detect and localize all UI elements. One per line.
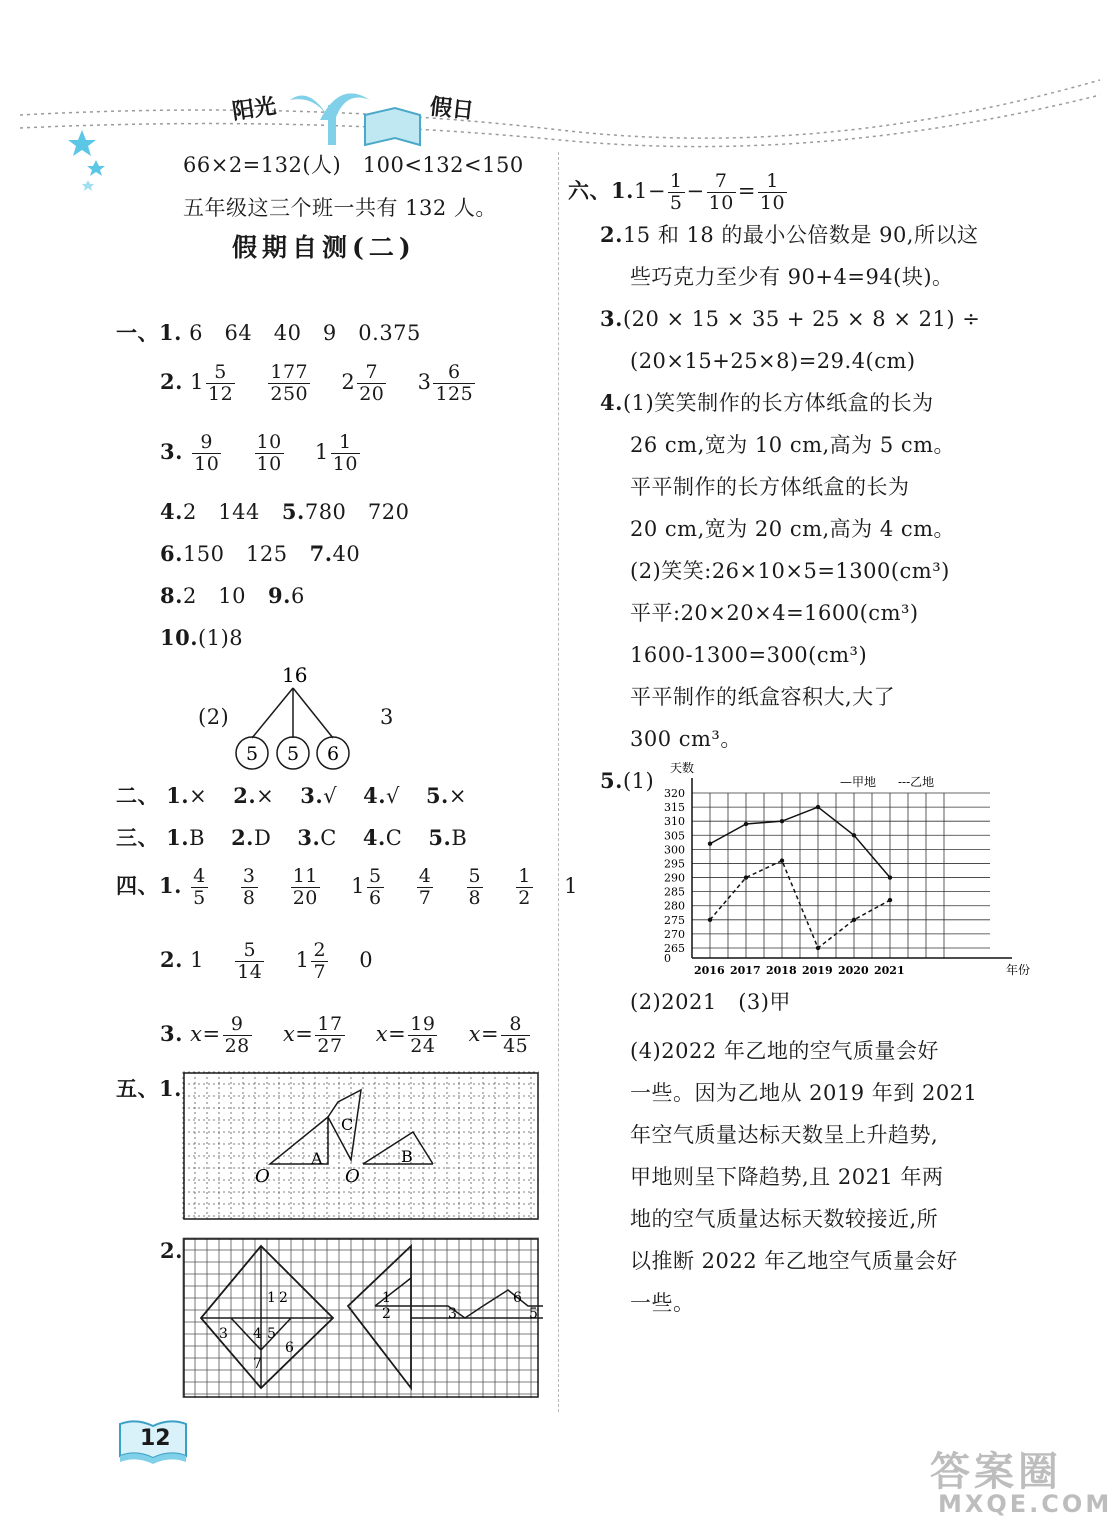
fraction: $\frac{1}{10}$: [759, 170, 786, 214]
answer-text: 平平制作的纸盒容积大,大了: [630, 685, 896, 709]
paragraph-line: (4)2022 年乙地的空气质量会好: [630, 1039, 939, 1063]
answer-text: 3: [380, 705, 394, 729]
answer-text: 300 cm³。: [630, 727, 742, 751]
column-divider: [558, 152, 559, 1412]
answer-text: C: [320, 826, 337, 850]
answer-line: [116, 318, 421, 348]
y-tick-label: 310: [664, 815, 685, 829]
answer-text: 2 10: [182, 584, 247, 608]
strip-outline: [411, 1290, 543, 1318]
fraction: $\frac{9}{28}$: [224, 1013, 250, 1057]
question-number: 1.: [166, 783, 190, 808]
grid-figure-2: [183, 1238, 543, 1402]
answer-text: (20×15+25×8)=29.4(cm): [630, 349, 916, 373]
mixed-int: 3: [417, 370, 432, 394]
section-label: 三、: [116, 825, 159, 850]
watermark-logo: 答案圈: [930, 1449, 1062, 1495]
mixed-int: 1: [190, 370, 204, 394]
triangle-outline: [348, 1246, 411, 1388]
y-tick-label: 280: [664, 899, 685, 913]
answer-text: 40: [332, 542, 361, 566]
answer-text: 0: [359, 948, 374, 972]
data-point: [708, 842, 712, 846]
mixed-int: 1: [295, 948, 310, 972]
y-tick-label: 270: [664, 927, 685, 941]
data-point: [744, 822, 748, 826]
answer-text: 6 64 40 9 0.375: [189, 321, 421, 345]
y-tick-label: 275: [664, 913, 685, 927]
answer-text: 些巧克力至少有 90+4=94(块)。: [630, 265, 954, 289]
answer-line: [160, 940, 373, 983]
data-point: [888, 898, 892, 902]
answer-text: 26 cm,宽为 10 cm,高为 5 cm。: [630, 433, 956, 457]
x-tick-label: 2018: [766, 964, 797, 977]
y-tick-label: 290: [664, 871, 685, 885]
header-decoration: [0, 60, 1111, 180]
question-number: 3.: [300, 783, 324, 808]
question-number: 2.: [600, 222, 623, 247]
question-number: 2.: [160, 1238, 183, 1263]
question-number: 4.: [363, 783, 387, 808]
piece-label: 6: [513, 1290, 522, 1306]
fraction: $\frac{17}{27}$: [317, 1013, 343, 1057]
fraction: $\frac{10}{10}$: [256, 431, 282, 475]
paragraph-line: 一些。: [630, 1291, 695, 1315]
answer-line: [160, 497, 410, 527]
answer-line: [600, 388, 934, 418]
fraction: $\frac{11}{20}$: [292, 865, 318, 909]
fraction: $\frac{7}{20}$: [359, 361, 385, 405]
piece-label: 5: [529, 1306, 538, 1322]
question-number: 1.: [166, 825, 190, 850]
data-point: [852, 918, 856, 922]
data-point: [816, 946, 820, 950]
fraction: $\frac{3}{8}$: [242, 865, 256, 909]
watermark-url: MXQE.COM: [938, 1490, 1112, 1518]
fraction: $\frac{5}{8}$: [468, 865, 482, 909]
point-label: O: [345, 1166, 360, 1187]
y-tick-label: 265: [664, 942, 685, 955]
answer-text: 15 和 18 的最小公倍数是 90,所以这: [622, 223, 979, 247]
header-logo-right: 假日: [428, 94, 475, 125]
variable: x=: [375, 1022, 407, 1046]
fraction: $\frac{2}{7}$: [313, 939, 327, 983]
piece-label: 3: [219, 1326, 228, 1342]
answer-line: [160, 362, 477, 405]
piece-label: 2: [279, 1290, 288, 1306]
question-number: 5.: [281, 499, 305, 524]
question-number: 2.: [160, 947, 183, 972]
data-point: [816, 805, 820, 809]
data-point: [780, 819, 784, 823]
paragraph-line: 地的空气质量达标天数较接近,所: [630, 1207, 939, 1231]
answer-text: √: [323, 784, 338, 808]
variable: x=: [190, 1022, 221, 1046]
answer-text: 平平制作的长方体纸盒的长为: [630, 475, 910, 499]
x-tick-label: 2021: [874, 964, 905, 977]
section-label: 六、: [568, 178, 611, 203]
answer-text: B: [451, 826, 468, 850]
answer-text: (2)2021 (3)甲: [630, 990, 791, 1014]
question-number: 1.: [159, 1076, 182, 1101]
question-number: 2.: [231, 825, 254, 850]
x-tick-label: 2017: [730, 964, 761, 977]
answer-line: [160, 432, 362, 475]
question-number: 4.: [600, 390, 623, 415]
fraction: $\frac{1}{5}$: [669, 170, 683, 214]
answer-text: (2)笑笑:26×10×5=1300(cm³): [630, 559, 950, 583]
answer-line: [116, 781, 467, 811]
answer-line: [116, 823, 467, 853]
question-number: 1.: [159, 873, 182, 898]
data-point: [852, 833, 856, 837]
y-tick-label: 320: [664, 787, 685, 800]
fraction: $\frac{1}{10}$: [332, 431, 358, 475]
answer-text: √: [386, 784, 400, 808]
answer-line: [116, 866, 578, 909]
paragraph-line: 年空气质量达标天数呈上升趋势,: [630, 1123, 939, 1147]
book-icon: [365, 108, 420, 145]
x-axis-label: 年份: [1006, 963, 1031, 977]
page-number: 12: [140, 1426, 171, 1451]
paragraph-line: 甲地则呈下降趋势,且 2021 年两: [630, 1165, 944, 1189]
paragraph-line: 以推断 2022 年乙地空气质量会好: [630, 1249, 958, 1273]
fraction: $\frac{19}{24}$: [410, 1013, 436, 1057]
question-number: 5.: [425, 783, 449, 808]
question-number: 2.: [233, 783, 257, 808]
star-icon: [68, 130, 96, 156]
data-point: [744, 875, 748, 879]
data-point: [708, 918, 712, 922]
piece-label: 3: [448, 1306, 457, 1322]
text-line: 66×2=132(人) 100<132<150: [183, 153, 524, 177]
question-number: 1.: [611, 178, 634, 203]
answer-line: [160, 1014, 532, 1057]
answer-text: 1: [633, 179, 648, 203]
question-number: 1.: [159, 320, 182, 345]
variable: x=: [282, 1022, 314, 1046]
fraction: $\frac{4}{7}$: [418, 865, 432, 909]
y-axis-label: 天数: [670, 761, 695, 775]
section-label: 一、: [116, 320, 159, 345]
answer-line: [600, 304, 980, 334]
question-number: 3.: [600, 306, 623, 331]
question-number: 10.: [160, 625, 199, 650]
section-label: 二、: [116, 783, 159, 808]
question-number: 6.: [160, 541, 183, 566]
question-number: 8.: [160, 583, 183, 608]
answer-text: B: [189, 826, 206, 850]
piece-label: 1: [267, 1290, 276, 1306]
piece-label: 7: [253, 1356, 262, 1372]
question-number: 3.: [160, 439, 183, 464]
answer-line: [160, 623, 243, 653]
question-number: 9.: [268, 583, 291, 608]
answer-text: (1): [622, 769, 655, 793]
question-number: 2.: [160, 369, 183, 394]
paragraph-line: 一些。因为乙地从 2019 年到 2021: [630, 1081, 978, 1105]
answer-text: D: [254, 826, 272, 850]
header-logo-left: 阳光: [230, 94, 278, 125]
grid-figure-1: [183, 1072, 543, 1224]
text-line: 五年级这三个班一共有 132 人。: [183, 196, 497, 220]
shape-label: B: [401, 1147, 413, 1166]
answer-text: 1600-1300=300(cm³): [630, 643, 868, 667]
answer-line: 六、1.1− $\frac{1}{5}$ − $\frac{7}{10}$ = $\frac{1}{10}$: [568, 170, 786, 214]
fraction: $\frac{9}{10}$: [194, 431, 220, 475]
answer-text: C: [385, 826, 403, 850]
question-number: 5.: [428, 825, 452, 850]
piece-label: 6: [285, 1340, 294, 1356]
answer-text: 6: [290, 584, 305, 608]
y-tick-label: 295: [664, 857, 685, 871]
answer-text: ×: [189, 784, 208, 808]
fraction: $\frac{8}{45}$: [503, 1013, 529, 1057]
shape-label: C: [341, 1115, 354, 1134]
tree-leaf: 5: [287, 743, 300, 765]
fraction: $\frac{1}{2}$: [518, 865, 531, 909]
section-label: 五、: [116, 1076, 159, 1101]
point-label: O: [255, 1166, 270, 1187]
y-tick-label: 315: [664, 801, 685, 815]
question-number: 3.: [297, 825, 321, 850]
answer-line: [116, 1074, 182, 1104]
paragraph: [630, 1030, 977, 1324]
answer-text: 1: [564, 874, 578, 898]
answer-line: [600, 220, 978, 250]
section-label: 四、: [116, 873, 159, 898]
fraction: $\frac{6}{125}$: [435, 361, 474, 405]
answer-line: [160, 539, 360, 569]
tree-leaf: 6: [327, 743, 340, 765]
answer-text: (1)8: [198, 626, 244, 650]
x-tick-label: 2016: [694, 964, 725, 977]
answer-text: 1: [190, 948, 204, 972]
answer-text: 20 cm,宽为 20 cm,高为 4 cm。: [630, 517, 956, 541]
piece-label: 1: [382, 1290, 391, 1306]
piece-label: 5: [267, 1326, 276, 1342]
y-tick-label: 0: [664, 952, 671, 965]
piece-label: 4: [253, 1326, 262, 1342]
fraction: $\frac{7}{10}$: [708, 170, 734, 214]
question-number: 3.: [160, 1021, 183, 1046]
fraction: $\frac{5}{6}$: [368, 865, 382, 909]
y-tick-label: 300: [664, 843, 685, 857]
fraction: $\frac{5}{14}$: [237, 939, 263, 983]
mixed-int: 1: [314, 440, 329, 464]
fraction: $\frac{177}{250}$: [270, 361, 309, 405]
mixed-int: 2: [341, 370, 356, 394]
tree-leaf: 5: [246, 743, 259, 765]
answer-text: (2): [198, 705, 230, 729]
legend-entry: ---乙地: [898, 775, 935, 789]
answer-text: ×: [256, 784, 275, 808]
fraction: $\frac{5}{12}$: [208, 361, 234, 405]
legend-entry: —甲地: [840, 775, 877, 789]
answer-line: [160, 1236, 183, 1266]
data-point: [780, 858, 784, 862]
answer-text: 平平:20×20×4=1600(cm³): [630, 601, 919, 625]
tree-top: 16: [282, 663, 308, 687]
mixed-int: 1: [351, 874, 365, 898]
star-icon: [87, 160, 105, 176]
answer-text: (1)笑笑制作的长方体纸盒的长为: [622, 391, 934, 415]
section-title: 假期自测(二): [232, 233, 416, 262]
question-number: 4.: [362, 825, 386, 850]
answer-text: 780 720: [304, 500, 410, 524]
question-number: 7.: [309, 541, 333, 566]
answer-text: 150 125: [182, 542, 288, 566]
y-tick-label: 285: [664, 885, 685, 899]
shape-b: [363, 1132, 433, 1164]
piece-label: 2: [382, 1306, 391, 1322]
answer-text: 2 144: [182, 500, 260, 524]
variable: x=: [468, 1022, 500, 1046]
data-point: [888, 875, 892, 879]
question-number: 4.: [160, 499, 183, 524]
answer-line: [160, 581, 305, 611]
star-icon: [82, 180, 94, 191]
fraction: $\frac{4}{5}$: [193, 865, 206, 909]
answer-text: (20 × 15 × 35 + 25 × 8 × 21) ÷: [622, 307, 981, 331]
x-tick-label: 2020: [838, 964, 869, 977]
line-chart: [640, 758, 1031, 978]
shape-label: A: [311, 1149, 323, 1168]
answer-text: ×: [448, 784, 467, 808]
y-tick-label: 305: [664, 829, 685, 843]
question-number: 5.: [600, 768, 623, 793]
x-tick-label: 2019: [802, 964, 833, 977]
